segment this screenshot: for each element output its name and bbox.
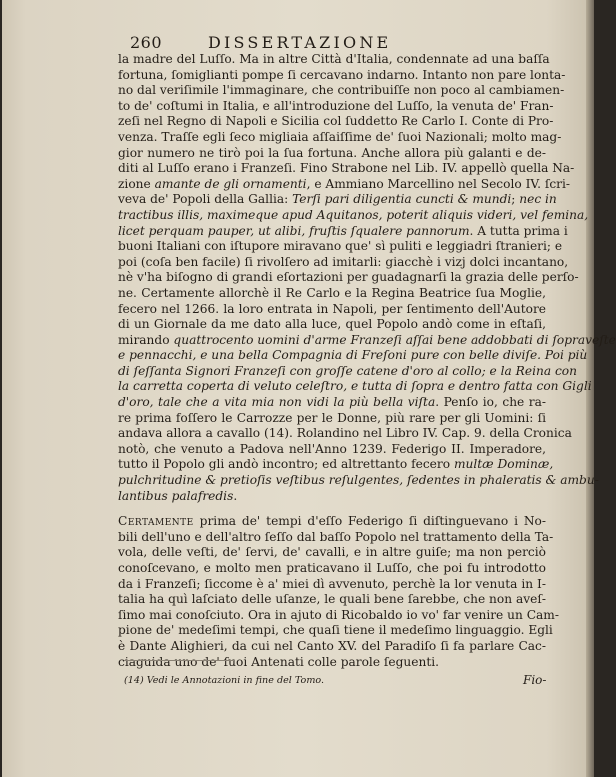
- text-run: tutto il Popolo gli andò incontro; ed altrettanto fecero: [118, 457, 454, 472]
- text-line: [118, 561, 546, 577]
- text-line: [118, 529, 554, 546]
- text-run: re prima foſſero le Carrozze per le Donne, più rare per gli Uomini: ſi: [118, 410, 546, 425]
- text-line: [118, 332, 616, 349]
- text-line: [118, 411, 546, 427]
- text-line: [118, 302, 546, 318]
- text-line: [118, 207, 589, 224]
- text-line: [118, 577, 546, 593]
- italic-run: pulchritudine & pretioſis veſtibus reſulgentes, ſedentes in phaleratis & ambu-: [118, 473, 599, 488]
- italic-run: e pennacchi, e una bella Compagnia di Freſoni pure con belle diviſe. Poi più: [118, 348, 588, 363]
- italic-run: la carretta coperta di veluto celeſtro, e tutta di ſopra e dentro fatta con Gigli: [118, 379, 592, 394]
- text-line: [118, 83, 565, 99]
- footnote-rule: [124, 660, 234, 661]
- text-run: bili dell'uno e dell'altro ſeſſo dal baſſo Popolo nel trattamento della Ta-: [118, 529, 554, 544]
- italic-run: Terſi pari diligentia cuncti & mundi: [292, 192, 512, 207]
- text-line: [118, 239, 563, 255]
- text-line: [118, 457, 554, 473]
- text-run: zeſi nel Regno di Napoli e Sicilia col ſuddetto Re Carlo I. Conte di Pro-: [118, 114, 554, 129]
- italic-run: lantibus palafredis: [118, 488, 234, 503]
- text-line: [118, 114, 554, 130]
- italic-run: d'oro, tale che a vita mia non vidi la più bella viſta: [118, 395, 436, 410]
- text-run: ;: [511, 192, 520, 207]
- italic-run: di ſeſſanta Signori Franzeſi con groſſe catene d'oro al collo; e la Reina con: [118, 363, 577, 378]
- text-run: fortuna, ſomiglianti pompe ſi cercavano indarno. Intanto non pare lonta-: [118, 67, 566, 82]
- text-line: [118, 67, 566, 84]
- italic-run: multæ Dominæ,: [453, 457, 554, 472]
- text-run: pione de' medeſimi tempi, che quaſi tiene il medeſimo linguaggio. Egli: [118, 623, 553, 638]
- running-title: DISSERTAZIONE: [208, 33, 392, 52]
- text-line: [118, 489, 546, 505]
- text-run: notò, che venuto a Padova nell'Anno 1239. Federigo II. Imperadore,: [118, 441, 546, 456]
- text-run: venza. Traſſe egli ſeco migliaia aſſaiſſime de' ſuoi Nazionali; molto mag-: [118, 129, 562, 144]
- page-number: 260: [130, 33, 163, 52]
- text-line: [118, 514, 546, 530]
- text-run: la madre del Luſſo. Ma in altre Città d'Italia, condennate ad una baſſa: [118, 52, 550, 66]
- text-run: andava allora a cavallo (14). Rolandino nel Libro IV. Cap. 9. della Cronica: [118, 426, 572, 441]
- text-line: [118, 98, 554, 115]
- small-caps-run: Certamente: [118, 514, 194, 529]
- text-line: [118, 348, 588, 364]
- italic-run: licet perquam pauper, ut alibi, fruſtis ſqualere pannorum: [118, 223, 470, 238]
- text-line: [118, 363, 577, 380]
- text-line: [118, 623, 553, 639]
- text-line: [118, 607, 559, 624]
- text-line: [118, 161, 575, 177]
- text-line: [118, 317, 546, 333]
- text-line: [118, 52, 550, 68]
- paragraph-2: [118, 514, 559, 670]
- text-line: [118, 286, 546, 302]
- text-run: di un Giornale da me dato alla luce, quel Popolo andò come in eſtaſi,: [118, 317, 546, 332]
- text-line: [118, 395, 546, 411]
- text-run: vola, delle veſti, de' ſervi, de' cavalli, e in altre guiſe; ma non perciò: [118, 545, 546, 560]
- text-line: [118, 129, 562, 146]
- text-run: mirando: [118, 332, 174, 347]
- text-run: poi (coſa ben facile) ſi rivolſero ad imitarli: giacchè i vizj dolci incantano,: [118, 254, 569, 269]
- text-line: [118, 545, 546, 561]
- text-line: [118, 223, 568, 240]
- text-run: gior numero ne tirò poi la ſua fortuna. Anche allora più galanti e de-: [118, 145, 546, 160]
- text-line: [118, 146, 546, 162]
- text-run: ciaguida uno de' ſuoi Antenati colle parole ſeguenti.: [118, 654, 440, 669]
- text-run: fecero nel 1266. la loro entrata in Napoli, per ſentimento dell'Autore: [118, 301, 546, 316]
- text-line: [118, 655, 546, 671]
- footnote: (14) Vedi le Annotazioni in fine del Tomo.: [124, 675, 325, 686]
- text-run: . Penſo io, che ra-: [435, 395, 546, 410]
- text-run: no dal veriſimile l'immaginare, che contribuiſſe non poco al cambiamen-: [118, 83, 565, 98]
- text-line: [118, 254, 569, 271]
- italic-run: quattrocento uomini d'arme Franzeſi aſſai bene addobbati di ſopraveſte: [173, 332, 616, 347]
- text-run: nè v'ha biſogno di grandi eſortazioni per guadagnarſi la grazia delle perſo-: [118, 270, 579, 285]
- text-run: ne. Certamente allorchè il Re Carlo e la Regina Beatrice ſua Moglie,: [118, 285, 546, 300]
- body-text: [118, 52, 616, 670]
- text-line: [118, 176, 570, 193]
- italic-run: nec in: [519, 192, 557, 207]
- italic-run: amante de gli ornamenti: [154, 176, 307, 191]
- text-run: to de' coſtumi in Italia, e all'introduzione del Luſſo, la venuta de' Fran-: [118, 98, 554, 113]
- text-line: [118, 270, 579, 286]
- text-run: da i Franzeſi; ſiccome è a' miei dì avvenuto, perchè la lor venuta in I-: [118, 576, 546, 591]
- text-line: [118, 473, 599, 489]
- text-line: [118, 442, 546, 458]
- text-line: [118, 639, 546, 655]
- text-run: diti al Luſſo erano i Franzeſi. Fino Strabone nel Lib. IV. appellò quella Na-: [118, 161, 575, 176]
- text-line: [118, 592, 546, 608]
- catchword: Fio-: [523, 673, 547, 687]
- text-run: conoſcevano, e molto men praticavano il Luſſo, che poi fu introdotto: [118, 561, 546, 575]
- text-run: veva de' Popoli della Gallia:: [118, 192, 293, 207]
- text-run: .: [233, 488, 238, 503]
- book-page: [2, 0, 616, 777]
- text-line: [118, 379, 592, 395]
- text-run: ſimo mai conoſciuto. Ora in ajuto di Ricobaldo io vo' far venire un Cam-: [118, 607, 559, 622]
- text-run: zione: [118, 176, 155, 191]
- text-run: è Dante Alighieri, da cui nel Canto XV. del Paradiſo ſi fa parlare Cac-: [118, 638, 546, 653]
- text-line: [118, 192, 557, 208]
- paragraph-1: [118, 52, 616, 504]
- text-line: [118, 426, 572, 442]
- text-run: talia ha quì laſciato delle uſanze, le quali bene ſarebbe, che non aveſ-: [118, 592, 546, 607]
- text-run: buoni Italiani con iſtupore miravano que' sì puliti e leggiadri ſtranieri; e: [118, 239, 563, 254]
- italic-run: tractibus illis, maximeque apud Aquitanos, poterit aliquis videri, vel femina,: [118, 207, 589, 222]
- text-run: prima de' tempi d'eſſo Federigo ſi diſtinguevano i No-: [193, 514, 546, 529]
- text-run: , e Ammiano Marcellino nel Secolo IV. ſcri-: [306, 176, 570, 191]
- text-run: . A tutta prima i: [469, 223, 568, 238]
